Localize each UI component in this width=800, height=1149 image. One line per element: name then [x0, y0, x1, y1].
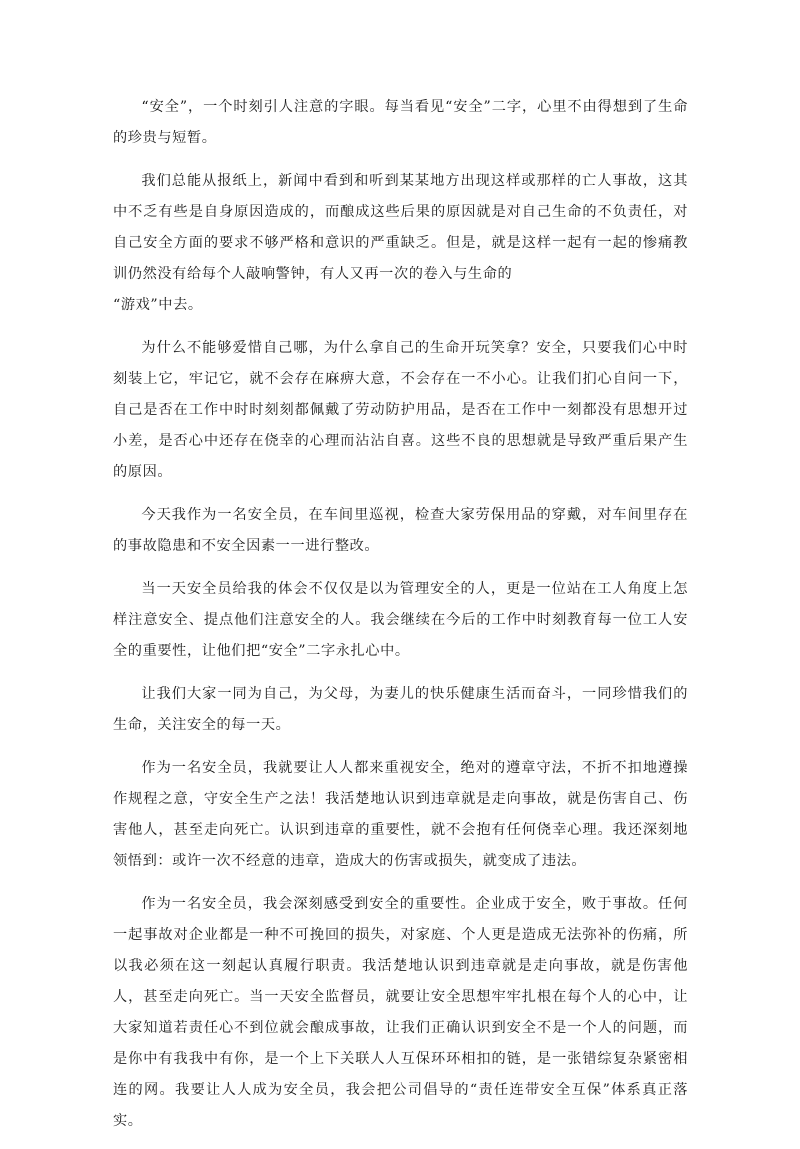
paragraph-5: 当一天安全员给我的体会不仅仅是以为管理安全的人，更是一位站在工人角度上怎样注意安全、提点他们注意安全的人。我会继续在今后的工作中时刻教育每一位工人安全的重要性，让他们把“安全”二字永扎心中。 — [113, 581, 688, 659]
paragraph-1: “安全”，一个时刻引人注意的字眼。每当看见“安全”二字，心里不由得想到了生命的珍贵与短暂。 — [113, 99, 688, 146]
paragraph-2-continuation: “游戏”中去。 — [113, 297, 203, 313]
paragraph-2: 我们总能从报纸上，新闻中看到和听到某某地方出现这样或那样的亡人事故，这其中不乏有些是自身原因造成的，而酿成这些后果的原因就是对自己生命的不负责任，对自己安全方面的要求不够严格和意识的严重缺乏。但是，就是这样一起有一起的惨痛教训仍然没有给每个人敲响警钟，有人又再一次的卷入与生命的 — [113, 173, 688, 282]
paragraph-4: 今天我作为一名安全员，在车间里巡视，检查大家劳保用品的穿戴，对车间里存在的事故隐患和不安全因素一一进行整改。 — [113, 507, 688, 554]
document-body — [113, 92, 688, 1149]
paragraph-7: 作为一名安全员，我就要让人人都来重视安全，绝对的遵章守法，不折不扣地遵操作规程之意，守安全生产之法！我活楚地认识到违章就是走向事故，就是伤害自己、伤害他人，甚至走向死亡。认识到违章的重要性，就不会抱有任何侥幸心理。我还深刻地领悟到：或许一次不经意的违章，造成大的伤害或损失，就变成了违法。 — [113, 760, 688, 869]
paragraph-6: 让我们大家一同为自己，为父母，为妻儿的快乐健康生活而奋斗，一同珍惜我们的生命，关注安全的每一天。 — [113, 686, 688, 733]
paragraph-8: 作为一名安全员，我会深刻感受到安全的重要性。企业成于安全，败于事故。任何一起事故对企业都是一种不可挽回的损失，对家庭、个人更是造成无法弥补的伤痛，所以我必须在这一刻起认真履行职责。我活楚地认识到违章就是走向事故，就是伤害他人，甚至走向死亡。当一天安全监督员，就要让安全思想牢牢扎根在每个人的心中，让大家知道若责任心不到位就会酿成事故，让我们正确认识到安全不是一个人的问题，而是你中有我我中有你，是一个上下关联人人互保环环相扣的链，是一张错综复杂紧密相连的网。我要让人人成为安全员，我会把公司倡导的“责任连带安全互保”体系真正落实。 — [113, 896, 688, 1129]
paragraph-3: 为什么不能够爱惜自己哪，为什么拿自己的生命开玩笑拿？安全，只要我们心中时刻装上它，牢记它，就不会存在麻痹大意，不会存在一不小心。让我们扪心自问一下，自己是否在工作中时时刻刻都佩戴了劳动防护用品，是否在工作中一刻都没有思想开过小差，是否心中还存在侥幸的心理而沾沾自喜。这些不良的思想就是导致严重后果产生的原因。 — [113, 340, 688, 480]
